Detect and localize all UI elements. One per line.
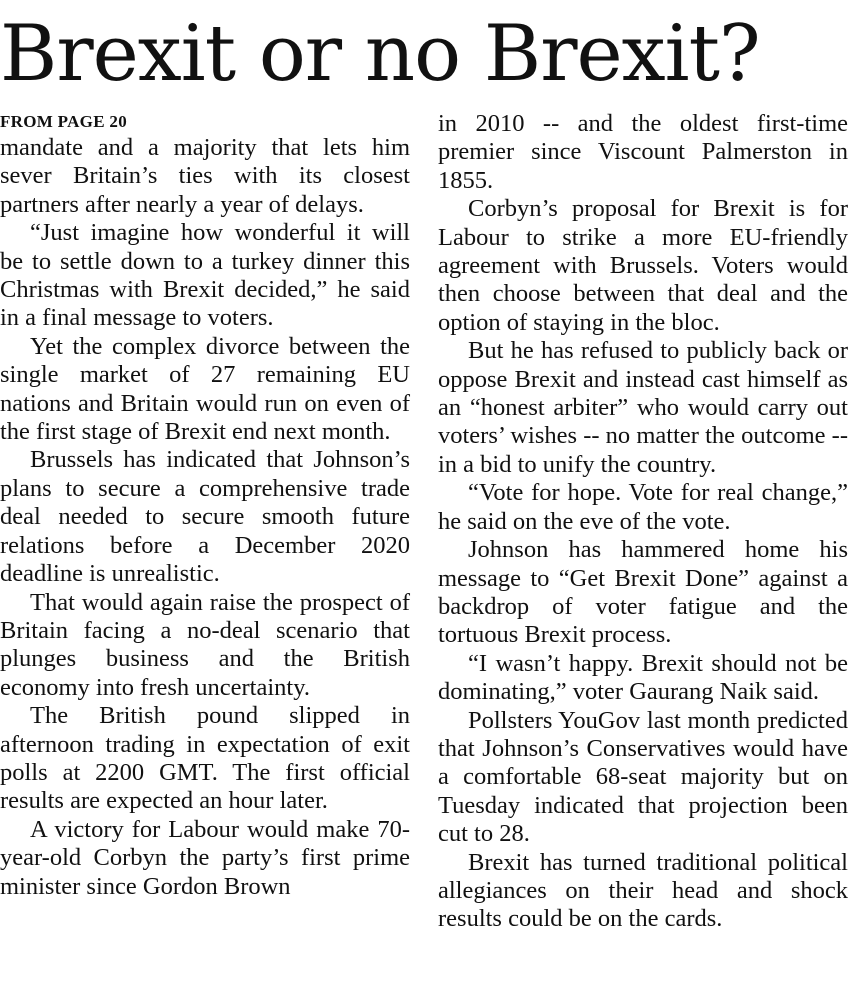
paragraph: A victory for Labour would make 70-year-old Corbyn the party’s first prime minister since Gordon Brown [0, 815, 410, 900]
continued-from-label: FROM PAGE 20 [0, 112, 127, 131]
paragraph: Pollsters YouGov last month predicted that Johnson’s Conservatives would have a comfortable 68-seat majority but on Tuesday indicated that projection been cut to 28. [438, 706, 848, 848]
paragraph: “Just imagine how wonderful it will be to settle down to a turkey dinner this Christmas with Brexit decided,” he said in a final message to voters. [0, 219, 410, 332]
paragraph: “I wasn’t happy. Brexit should not be dominating,” voter Gaurang Naik said. [438, 649, 848, 706]
paragraph: Johnson has hammered home his message to “Get Brexit Done” against a backdrop of voter fatigue and the tortuous Brexit process. [438, 536, 848, 649]
paragraph: in 2010 -- and the oldest first-time premier since Viscount Palmerston in 1855. [438, 110, 848, 194]
paragraph: “Vote for hope. Vote for real change,” he said on the eve of the vote. [438, 479, 848, 535]
article-column-right [438, 110, 848, 934]
paragraph: mandate and a majority that lets him sever Britain’s ties with its closest partners after nearly a year of delays. [0, 134, 410, 218]
paragraph: Brussels has indicated that Johnson’s plans to secure a comprehensive trade deal needed to secure smooth future relations before a December 2020 deadline is unrealistic. [0, 446, 410, 588]
paragraph: But he has refused to publicly back or oppose Brexit and instead cast himself as an “honest arbiter” who would carry out voters’ wishes -- no matter the outcome -- in a bid to unify the country. [438, 337, 848, 478]
paragraph: Brexit has turned traditional political allegiances on their head and shock results could be on the cards. [438, 848, 848, 933]
paragraph: The British pound slipped in afternoon trading in expectation of exit polls at 2200 GMT. The first official results are expected an hour later. [0, 702, 410, 815]
paragraph: That would again raise the prospect of Britain facing a no-deal scenario that plunges business and the British economy into fresh uncertainty. [0, 588, 410, 701]
paragraph: Corbyn’s proposal for Brexit is for Labour to strike a more EU-friendly agreement with Brussels. Voters would then choose between that deal and the option of staying in the bloc. [438, 195, 848, 336]
headline: Brexit or no Brexit? [0, 9, 760, 99]
paragraph: Yet the complex divorce between the single market of 27 remaining EU nations and Britain would run on even of the first stage of Brexit end next month. [0, 332, 410, 446]
article-column-left [0, 110, 410, 901]
